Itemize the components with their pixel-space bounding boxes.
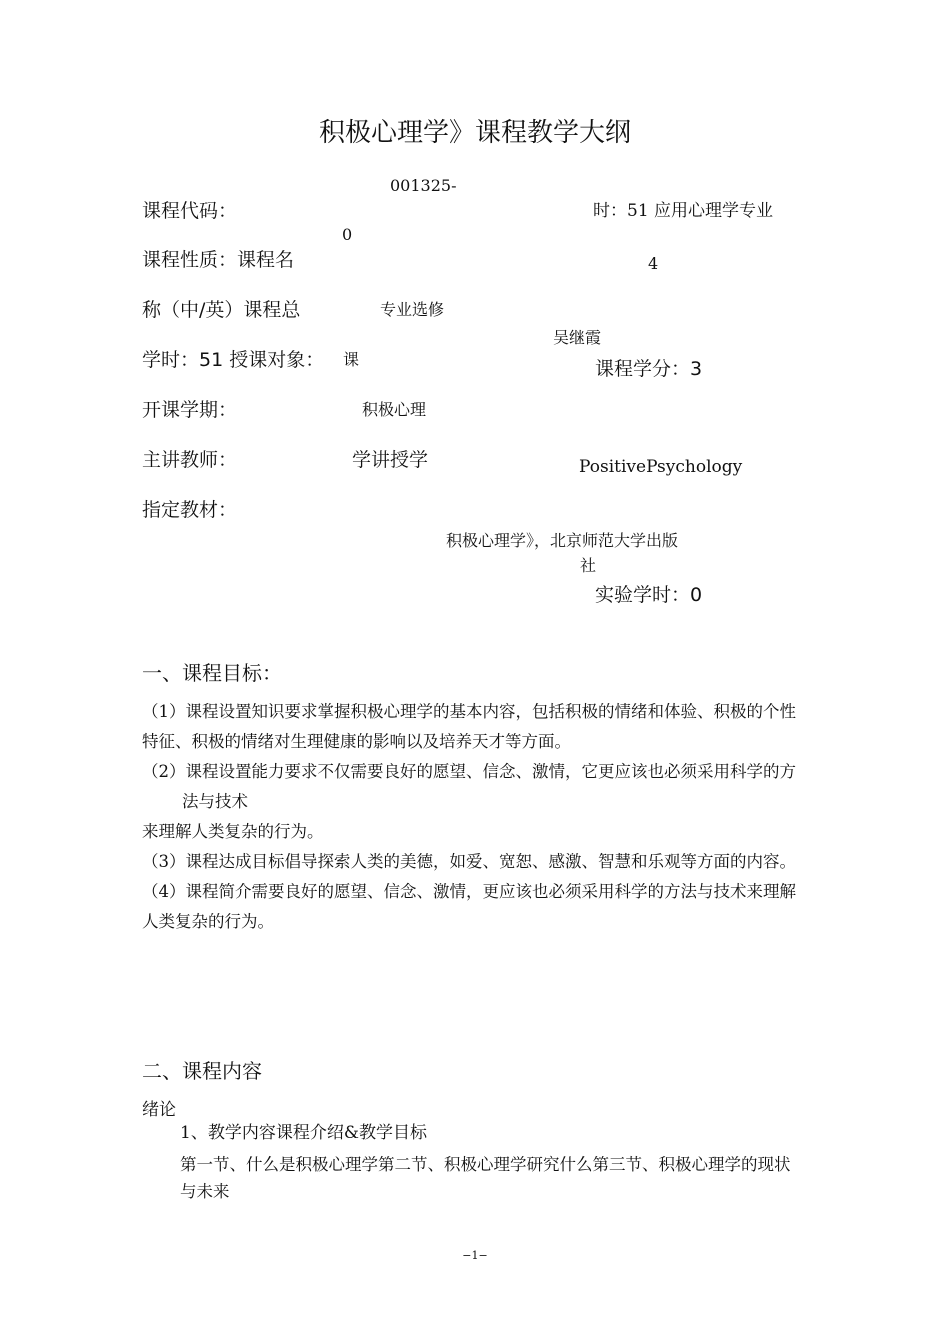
course-hours-text: 时：51 应用心理学专业 — [593, 201, 774, 221]
course-hours-label: 学时：51 授课对象： — [142, 349, 325, 371]
course-name-cn: 积极心理 — [362, 400, 427, 419]
textbook-value-cont: 社 — [580, 556, 597, 575]
goal-item-1: （1）课程设置知识要求掌握积极心理学的基本内容，包括积极的情绪和体验、积极的个性特征、积极的情绪对生理健康的影响以及培养天才等方面。 — [142, 702, 796, 751]
textbook-label: 指定教材： — [142, 499, 238, 521]
section-heading-content: 二、课程内容 — [142, 1059, 262, 1083]
document-title: 积极心理学》课程教学大纲 — [318, 118, 631, 148]
course-credit: 课程学分：3 — [595, 358, 703, 380]
course-code-suffix: 0 — [342, 225, 353, 244]
content-item-1: 1、教学内容课程介绍&教学目标 — [180, 1123, 427, 1143]
course-code-label: 课程代码： — [142, 200, 238, 222]
lab-hours: 实验学时：0 — [595, 584, 703, 606]
section-heading-goals: 一、课程目标： — [142, 661, 282, 685]
course-name-en: PositivePsychology — [579, 457, 743, 477]
content-intro: 绪论 — [142, 1100, 176, 1120]
term-label: 开课学期： — [142, 399, 238, 421]
course-name-cn-cont: 学讲授学 — [352, 449, 429, 471]
goal-item-2: （2）课程设置能力要求不仅需要良好的愿望、信念、激情，它更应该也必须采用科学的方法与技术 — [142, 762, 796, 811]
content-item-1-detail-text: 第一节、什么是积极心理学第二节、积极心理学研究什么第三节、积极心理学的现状与未来 — [180, 1155, 791, 1201]
number-four: 4 — [648, 254, 659, 273]
lecturer-label: 主讲教师： — [142, 449, 238, 471]
goal-item-4: （4）课程简介需要良好的愿望、信念、激情，更应该也必须采用科学的方法与技术来理解 — [142, 882, 796, 901]
course-nature-label: 课程性质：课程名 — [142, 249, 295, 271]
goal-item-4-cont: 人类复杂的行为。 — [142, 912, 274, 931]
course-name-label: 称（中/英）课程总 — [142, 299, 301, 321]
teacher-name: 吴继霞 — [553, 328, 602, 347]
course-code-value: 001325- — [390, 176, 457, 195]
course-nature-value: 专业选修 — [380, 300, 445, 319]
textbook-value: 积极心理学》，北京师范大学出版 — [446, 531, 679, 550]
goal-item-3: （3）课程达成目标倡导探索人类的美德，如爱、宽恕、感激、智慧和乐观等方面的内容。 — [142, 852, 796, 871]
target-value: 课 — [343, 350, 360, 369]
goals-list — [142, 697, 804, 937]
goal-item-2-cont: 来理解人类复杂的行为。 — [142, 822, 324, 841]
content-item-1-detail — [180, 1151, 802, 1205]
page-number: −1− — [462, 1249, 488, 1262]
